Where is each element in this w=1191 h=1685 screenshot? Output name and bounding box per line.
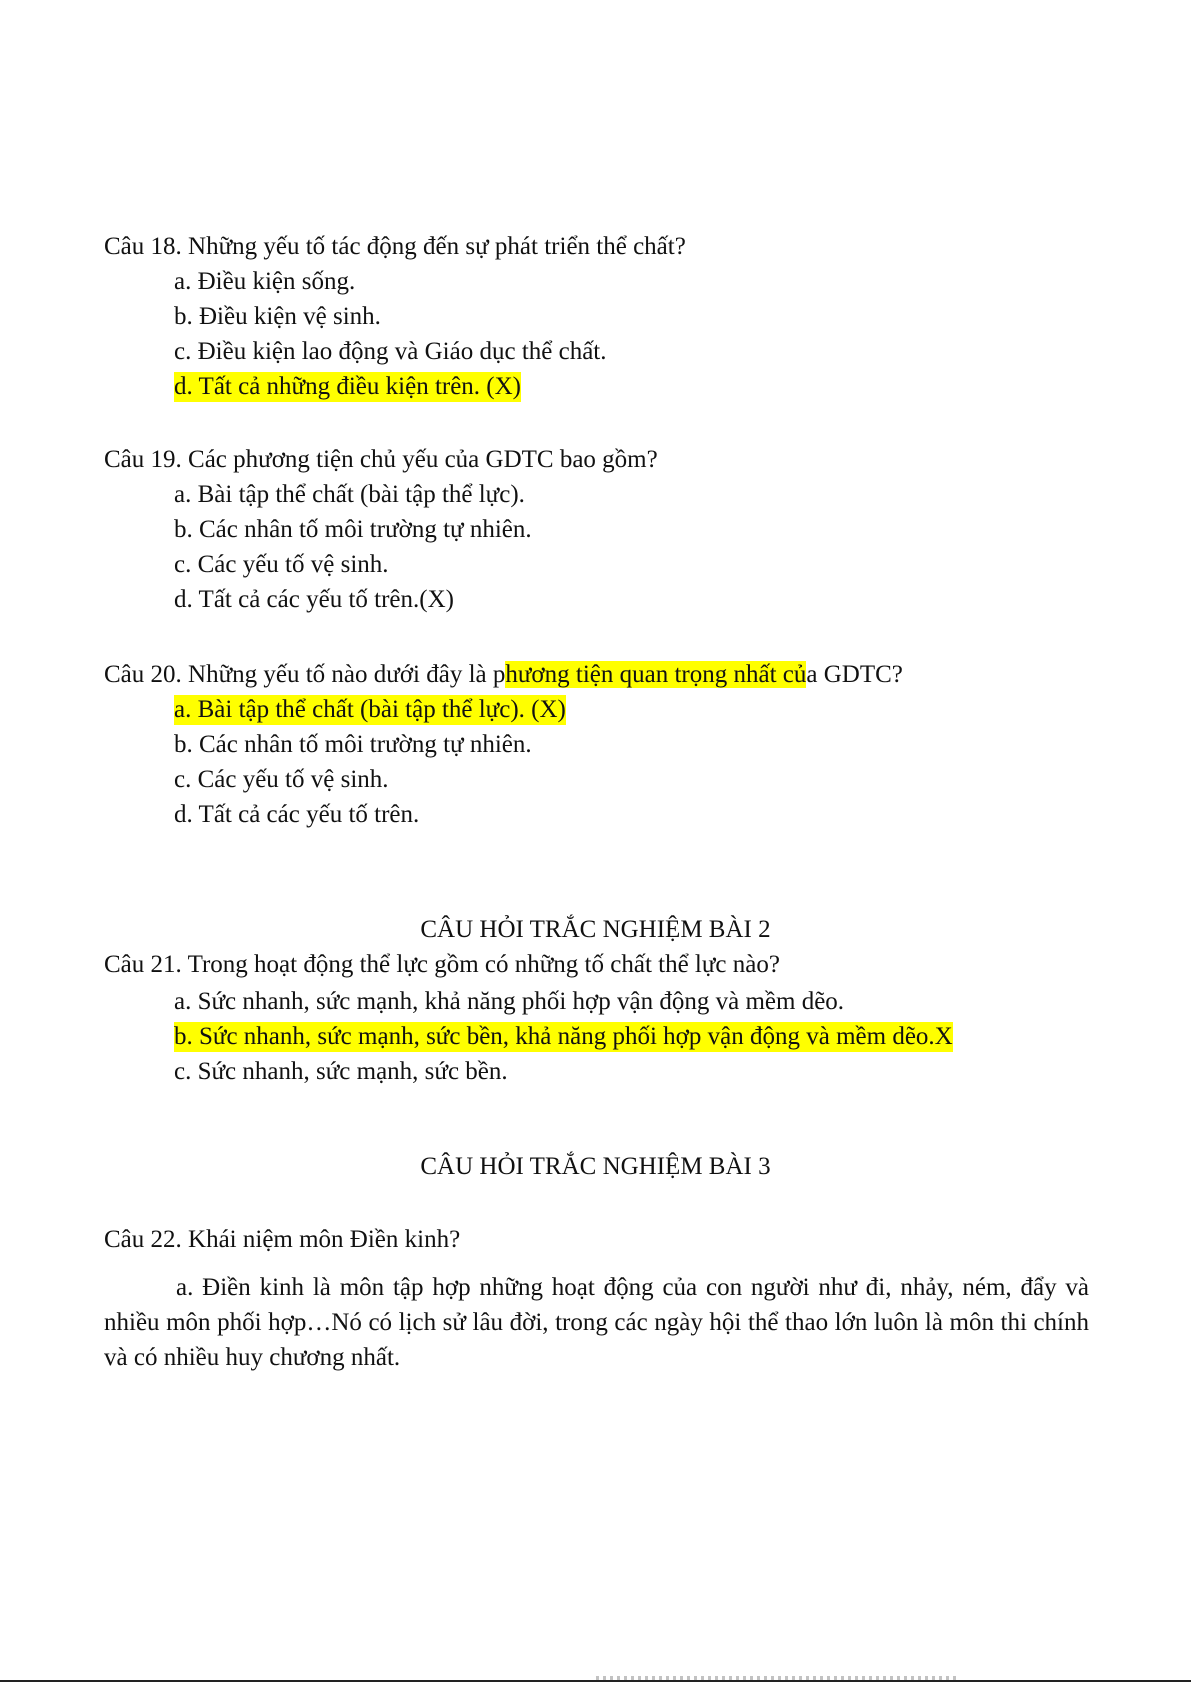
question-21: Câu 21. Trong hoạt động thể lực gồm có những tố chất thể lực nào?	[104, 951, 780, 978]
question-20-option-c: c. Các yếu tố vệ sinh.	[174, 766, 389, 793]
question-21-option-a: a. Sức nhanh, sức mạnh, khả năng phối hợp vận động và mềm dẽo.	[174, 988, 845, 1015]
page-bottom-artifact	[596, 1676, 956, 1680]
section-heading-bai-2: CÂU HỎI TRẮC NGHIỆM BÀI 2	[420, 916, 771, 943]
question-18-option-c: c. Điều kiện lao động và Giáo dục thể chất.	[174, 338, 607, 365]
question-19-option-c: c. Các yếu tố vệ sinh.	[174, 551, 389, 578]
question-21-option-b-highlighted: b. Sức nhanh, sức mạnh, sức bền, khả năng phối hợp vận động và mềm dẽo.X	[174, 1023, 953, 1050]
question-18-option-a: a. Điều kiện sống.	[174, 268, 356, 295]
question-19-option-a: a. Bài tập thể chất (bài tập thể lực).	[174, 481, 525, 508]
question-20-option-a-highlighted: a. Bài tập thể chất (bài tập thể lực). (X)	[174, 696, 566, 723]
question-20-text-pre: Câu 20. Những yếu tố nào dưới đây là p	[104, 661, 506, 688]
question-19-option-d: d. Tất cả các yếu tố trên.(X)	[174, 586, 454, 613]
question-22: Câu 22. Khái niệm môn Điền kinh?	[104, 1226, 461, 1253]
question-19: Câu 19. Các phương tiện chủ yếu của GDTC bao gồm?	[104, 446, 658, 473]
question-20-option-b: b. Các nhân tố môi trường tự nhiên.	[174, 731, 532, 758]
question-18: Câu 18. Những yếu tố tác động đến sự phát triển thể chất?	[104, 233, 686, 260]
question-18-option-b: b. Điều kiện vệ sinh.	[174, 303, 381, 330]
question-20-text-post: a GDTC?	[806, 661, 903, 688]
question-21-option-c: c. Sức nhanh, sức mạnh, sức bền.	[174, 1058, 508, 1085]
question-18-option-d-highlighted: d. Tất cả những điều kiện trên. (X)	[174, 373, 522, 400]
page-bottom-rule	[0, 1680, 1191, 1682]
section-heading-bai-3: CÂU HỎI TRẮC NGHIỆM BÀI 3	[420, 1153, 771, 1180]
question-20-option-d: d. Tất cả các yếu tố trên.	[174, 801, 420, 828]
question-20	[104, 660, 903, 690]
question-19-option-b: b. Các nhân tố môi trường tự nhiên.	[174, 516, 532, 543]
question-22-option-a-paragraph: a. Điền kinh là môn tập hợp những hoạt động của con người như đi, nhảy, ném, đẩy và nhiều môn phối hợp…Nó có lịch sử lâu đời, trong các ngày hội thể thao lớn luôn là môn thi chính và có nhiều huy chương nhất.	[104, 1274, 1089, 1371]
question-20-text-highlighted: hương tiện quan trọng nhất củ	[505, 661, 807, 688]
